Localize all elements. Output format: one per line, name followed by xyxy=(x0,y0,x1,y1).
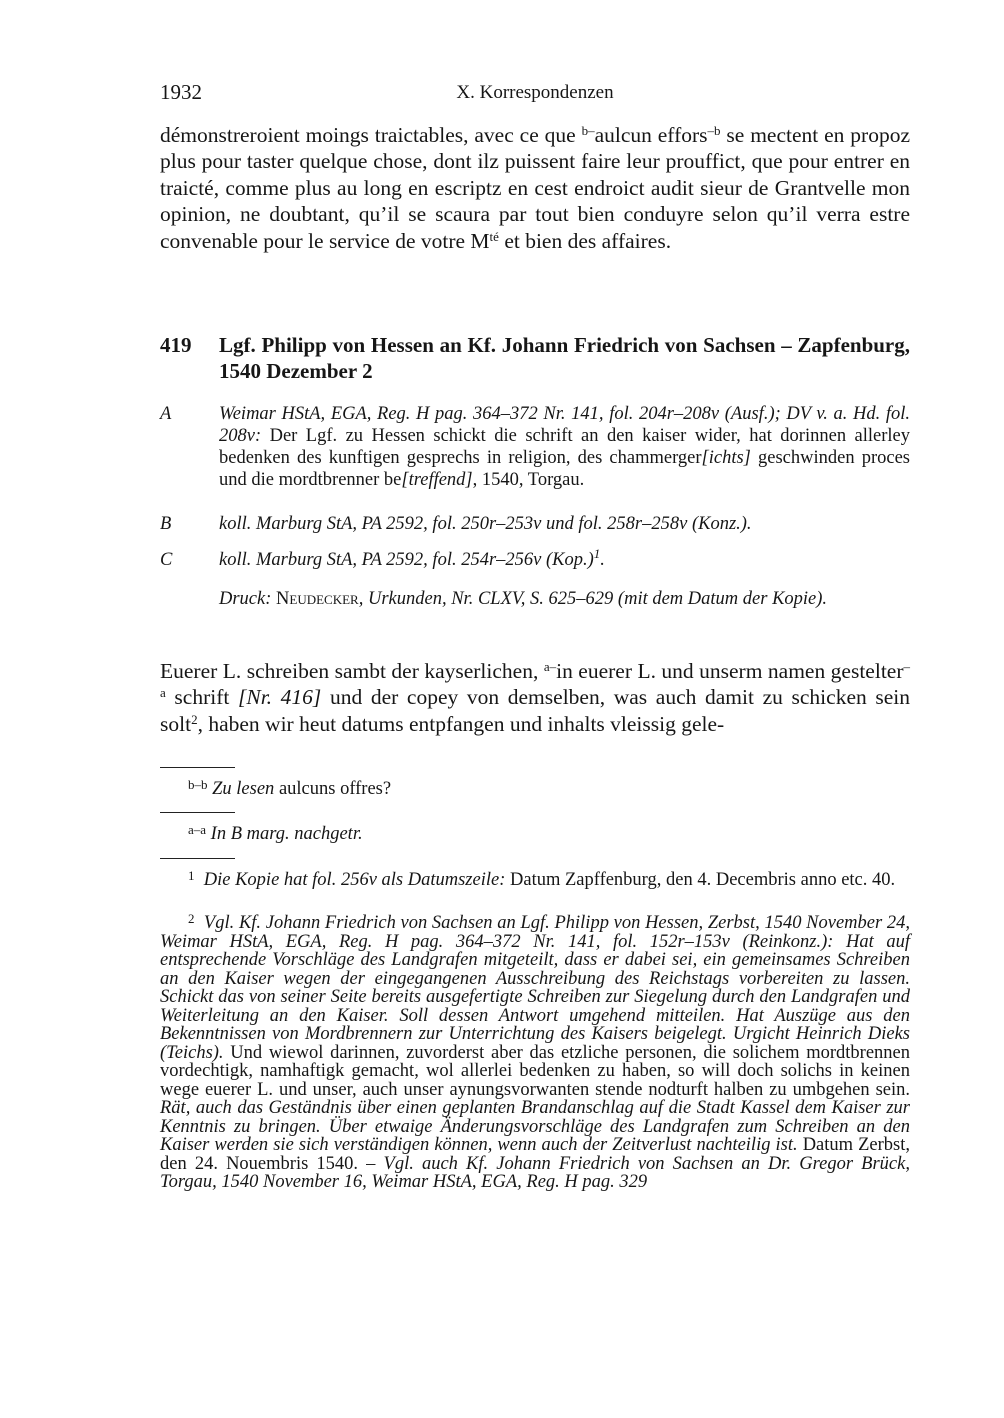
source-entry-b: koll. Marburg StA, PA 2592, fol. 250r–253v und fol. 258r–258v (Konz.). xyxy=(219,514,752,534)
footnote-rule xyxy=(160,858,235,859)
footnote-ref: 2 xyxy=(191,711,198,727)
source-entry-c: koll. Marburg StA, PA 2592, fol. 254r–256v $(Kop.)^1$. xyxy=(219,546,605,570)
letter-text: Euerer L. schreiben sambt der kayserlichen, $^{a-}$in euerer L. und unserm namen gestelter$^{-a}$ schrift [Nr. 416] und der copey von demselben, was auch damit zu schicken sein solt$^2$, haben wir heut datums entpfangen und inhalts vleissig gele- xyxy=(160,659,911,736)
apparatus-mark: –b xyxy=(707,123,721,138)
source-entry-a: Weimar HStA, EGA, Reg. H pag. 364–372 Nr. 141, fol. 204r–208v (Ausf.); DV v. a. Hd. fol. 208v: Der Lgf. zu Hessen schickt die schrift an den kaiser wider, hat dorinnen allerley bedenken des kunftigen gesprechs in religion, des chammerger[ichts] geschwinden proces und die mordtbrenner be[treffend], 1540, Torgau. xyxy=(219,404,910,490)
footnote-rule xyxy=(160,767,235,768)
continuation-paragraph: démonstreroient moings traictables, avec ce que $^{b-}$aulcun effors$^{-b}$ se mectent en propoz plus pour taster quelque chose, dont ilz puissent faire leur prouffict, que pour entrer en traicté, comme plus au long en escriptz en cest endroict audit sieur de Grantvelle mon opinion, ne doubtant, qu’il se scaura par tout bien conduyre selon qu’il verra estre convenable pour le service de votre $M^{té}$ et bien des affaires. xyxy=(160,123,911,253)
print-reference: Druck: Neudecker, Urkunden, Nr. CLXV, S. 625–629 (mit dem Datum der Kopie). xyxy=(219,589,828,609)
document-title: Lgf. Philipp von Hessen an Kf. Johann Friedrich von Sachsen – Zapfenburg, 1540 Dezember 2 xyxy=(219,333,910,383)
apparatus-mark: a– xyxy=(543,659,557,674)
running-head: X. Korrespondenzen xyxy=(456,82,614,103)
document-number: 419 xyxy=(160,333,192,357)
apparatus-mark: b– xyxy=(581,123,595,138)
footnote-rule xyxy=(160,812,235,813)
footnote-ref: 1 xyxy=(593,546,601,561)
source-siglum-a: A xyxy=(160,404,172,424)
footnote-2: $^2$ Vgl. Kf. Johann Friedrich von Sachsen an Lgf. Philipp von Hessen, Zerbst, 1540 November 24, Weimar HStA, EGA, Reg. H pag. 364–372 Nr. 141, fol. 152r–153v (Reinkonz.): Hat auf entsprechende Vorschläge des Landgrafen mitgeteilt, dass er dabei sei, ein gemeinsames Schreiben an den Kaiser wegen der eingegangenen Ausschreibung des Reichstags vorbereiten zu lassen. Schickt das von seiner Seite bereits ausgefertigte Schreiben zur Siegelung durch den Landgrafen und Weiterleitung an den Kaiser. Soll dessen Antwort umgehend mitteilen. Hat Auszüge aus den Bekenntnissen von Mordbrennern zur Unterrichtung des Kaisers beigelegt. Urgicht Heinrich Dieks (Teichs). Und wiewol darinnen, zuvorderst aber das etzliche personen, die solichem mordtbrennen vordechtigk, namhaftigk gemacht, wol allerlei bedenken zu haben, so will doch solichs in keinen wege euerer L. und unser, auch unser aynungsvorwanten stende nodturft halben zu umbgehen sein. Rät, auch das Geständnis über einen geplanten Brandanschlag auf die Stadt Kassel dem Kaiser zur Kenntnis zu bringen. Über etwaige Änderungsvorschläge des Landgrafen zum Schreiben an den Kaiser werden sie sich verständigen können, wenn auch der Zeitverlust nachteilig ist. Datum Zerbst, den 24. Nouembris 1540. – Vgl. auch Kf. Johann Friedrich von Sachsen an Dr. Gregor Brück, Torgau, 1540 November 16, Weimar HStA, EGA, Reg. H pag. 329 xyxy=(160,911,911,1192)
apparatus-mark: –a xyxy=(160,659,910,701)
source-siglum-b: B xyxy=(160,514,172,534)
page-number: 1932 xyxy=(160,80,202,104)
footnote-1: $^1$ Die Kopie hat fol. 256v als Datumszeile: Datum Zapffenburg, den 4. Decembris anno etc. 40. xyxy=(188,868,896,890)
source-siglum-c: C xyxy=(160,550,173,570)
apparatus-note-bb: $^{b-b}$ Zu lesen aulcuns offres? xyxy=(188,777,392,799)
apparatus-note-aa: $^{a-a}$ In B marg. nachgetr. xyxy=(188,822,363,844)
